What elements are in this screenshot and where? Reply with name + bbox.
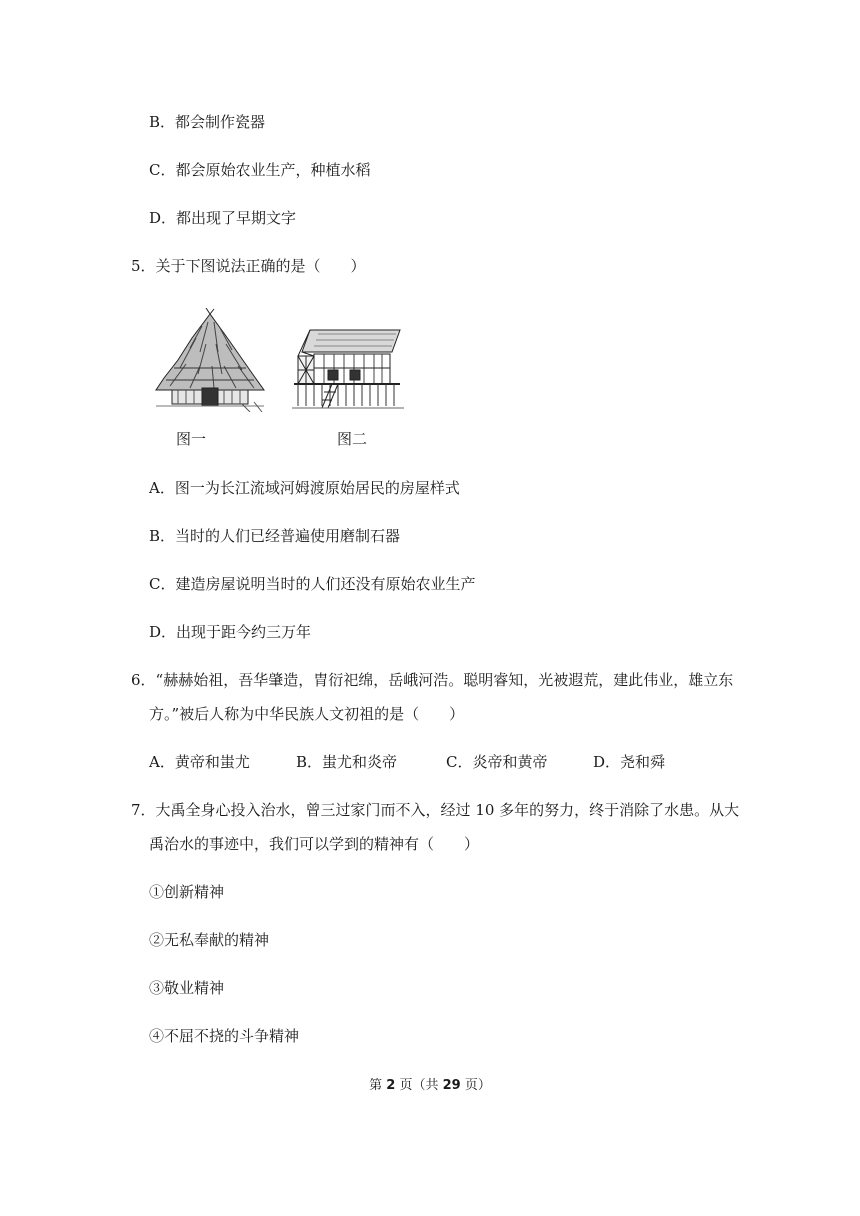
figure-2-stilt-house <box>288 322 408 414</box>
footer-prefix: 第 <box>369 1078 387 1093</box>
q4-option-b: B．都会制作瓷器 <box>149 113 266 131</box>
q7-item-2: ②无私奉献的精神 <box>149 931 270 949</box>
footer-suffix: 页） <box>460 1078 491 1093</box>
footer-page-number: 2 <box>386 1078 396 1093</box>
q6-option-a: A．黄帝和蚩尤 <box>149 753 250 771</box>
q6-stem-line-1: 6．“赫赫始祖，吾华肇造，胄衍祀绵，岳峨河浩。聪明睿知，光被遐荒，建此伟业，雄立东 <box>131 671 734 689</box>
q6-option-b: B．蚩尤和炎帝 <box>296 753 398 771</box>
q5-option-a: A．图一为长江流域河姆渡原始居民的房屋样式 <box>149 479 460 497</box>
footer-total-pages: 29 <box>442 1078 461 1093</box>
q5-stem: 5．关于下图说法正确的是（ ） <box>131 257 366 275</box>
q4-option-c: C．都会原始农业生产，种植水稻 <box>149 161 371 179</box>
footer-middle: 页（共 <box>395 1078 443 1093</box>
q7-stem-line-1: 7．大禹全身心投入治水，曾三过家门而不入，经过 10 多年的努力，终于消除了水患。从大 <box>131 801 740 819</box>
q5-option-b: B．当时的人们已经普遍使用磨制石器 <box>149 527 401 545</box>
q6-option-c: C．炎帝和黄帝 <box>446 753 548 771</box>
figure-2-caption: 图二 <box>337 430 368 448</box>
q5-option-c: C．建造房屋说明当时的人们还没有原始农业生产 <box>149 575 476 593</box>
q5-option-d: D．出现于距今约三万年 <box>149 623 312 641</box>
q7-stem-line-2: 禹治水的事迹中，我们可以学到的精神有（ ） <box>149 835 480 853</box>
figure-1-thatched-hut <box>150 308 270 412</box>
page-footer <box>0 1074 860 1093</box>
figure-1-caption: 图一 <box>176 430 207 448</box>
q7-item-1: ①创新精神 <box>149 883 225 901</box>
q6-option-d: D．尧和舜 <box>593 753 666 771</box>
q4-option-d: D．都出现了早期文字 <box>149 209 297 227</box>
q7-item-4: ④不屈不挠的斗争精神 <box>149 1027 300 1045</box>
q6-stem-line-2: 方。”被后人称为中华民族人文初祖的是（ ） <box>149 705 465 723</box>
q7-item-3: ③敬业精神 <box>149 979 225 997</box>
